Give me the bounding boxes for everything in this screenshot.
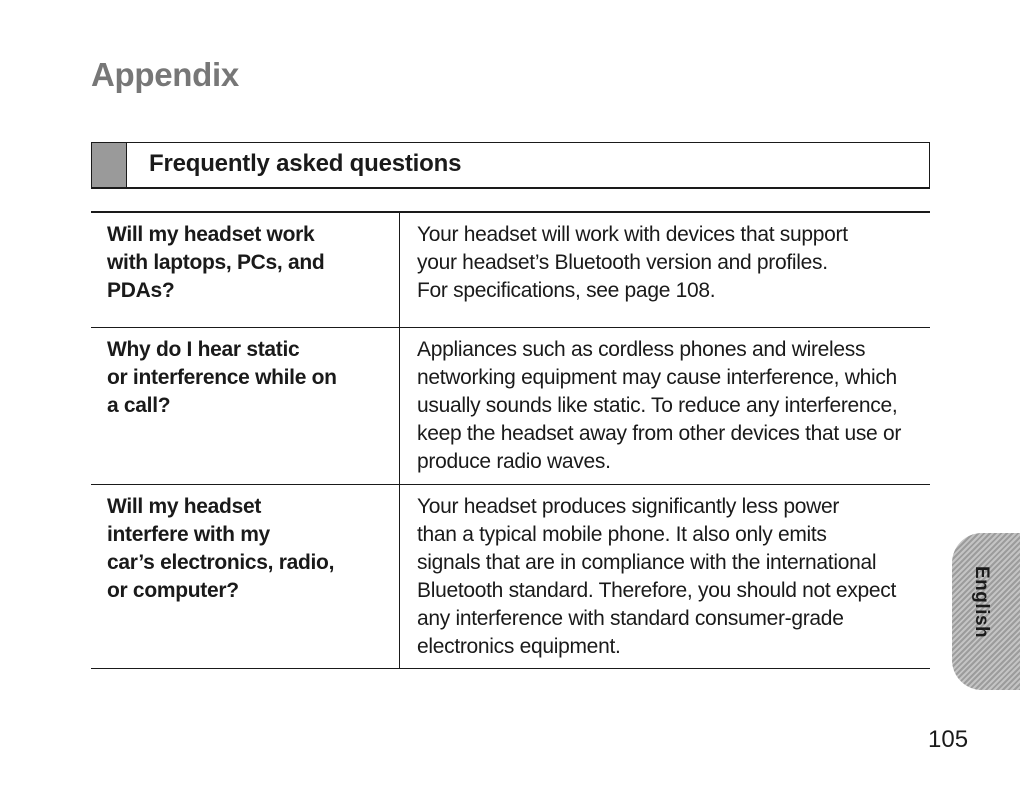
- answer-line: Appliances such as cordless phones and wireless: [417, 337, 866, 361]
- answer-line: electronics equipment.: [417, 634, 621, 658]
- faq-table: [91, 211, 930, 669]
- question-line: or computer?: [107, 578, 239, 602]
- answer-line: Bluetooth standard. Therefore, you should not expect: [417, 578, 897, 602]
- faq-question: [91, 327, 400, 484]
- answer-line: keep the headset away from other devices that use or: [417, 421, 902, 445]
- question-line: interfere with my: [107, 522, 270, 546]
- answer-line: Your headset produces significantly less power: [417, 494, 840, 518]
- faq-row: [91, 484, 930, 668]
- answer-line: any interference with standard consumer-grade: [417, 606, 844, 630]
- page-number: 105: [928, 726, 969, 753]
- question-line: car’s electronics, radio,: [107, 550, 335, 574]
- faq-question: [91, 484, 400, 668]
- section-header: [91, 142, 930, 189]
- answer-line: networking equipment may cause interference, which: [417, 365, 897, 389]
- question-line: with laptops, PCs, and: [107, 251, 325, 274]
- question-line: a call?: [107, 393, 171, 417]
- faq-answer: [400, 327, 931, 484]
- question-line: PDAs?: [107, 279, 175, 302]
- language-tab: [952, 533, 1020, 690]
- answer-line: Your headset will work with devices that support: [417, 223, 848, 246]
- answer-line: signals that are in compliance with the international: [417, 550, 877, 574]
- faq-question: [91, 212, 400, 327]
- question-line: or interference while on: [107, 365, 337, 389]
- answer-line: usually sounds like static. To reduce any interference,: [417, 393, 898, 417]
- faq-row: [91, 327, 930, 484]
- section-marker: [92, 143, 127, 187]
- language-tab-label: English: [971, 566, 992, 639]
- question-line: Why do I hear static: [107, 337, 300, 361]
- question-line: Will my headset: [107, 494, 262, 518]
- answer-line: your headset’s Bluetooth version and profiles.: [417, 251, 828, 274]
- faq-answer: [400, 484, 931, 668]
- question-line: Will my headset work: [107, 223, 315, 246]
- faq-answer: [400, 212, 931, 327]
- page-heading: Appendix: [91, 56, 239, 93]
- answer-line: than a typical mobile phone. It also only emits: [417, 522, 827, 546]
- answer-line: produce radio waves.: [417, 449, 611, 473]
- section-title: Frequently asked questions: [149, 150, 462, 177]
- faq-row: [91, 212, 930, 327]
- answer-line: For specifications, see page 108.: [417, 279, 716, 302]
